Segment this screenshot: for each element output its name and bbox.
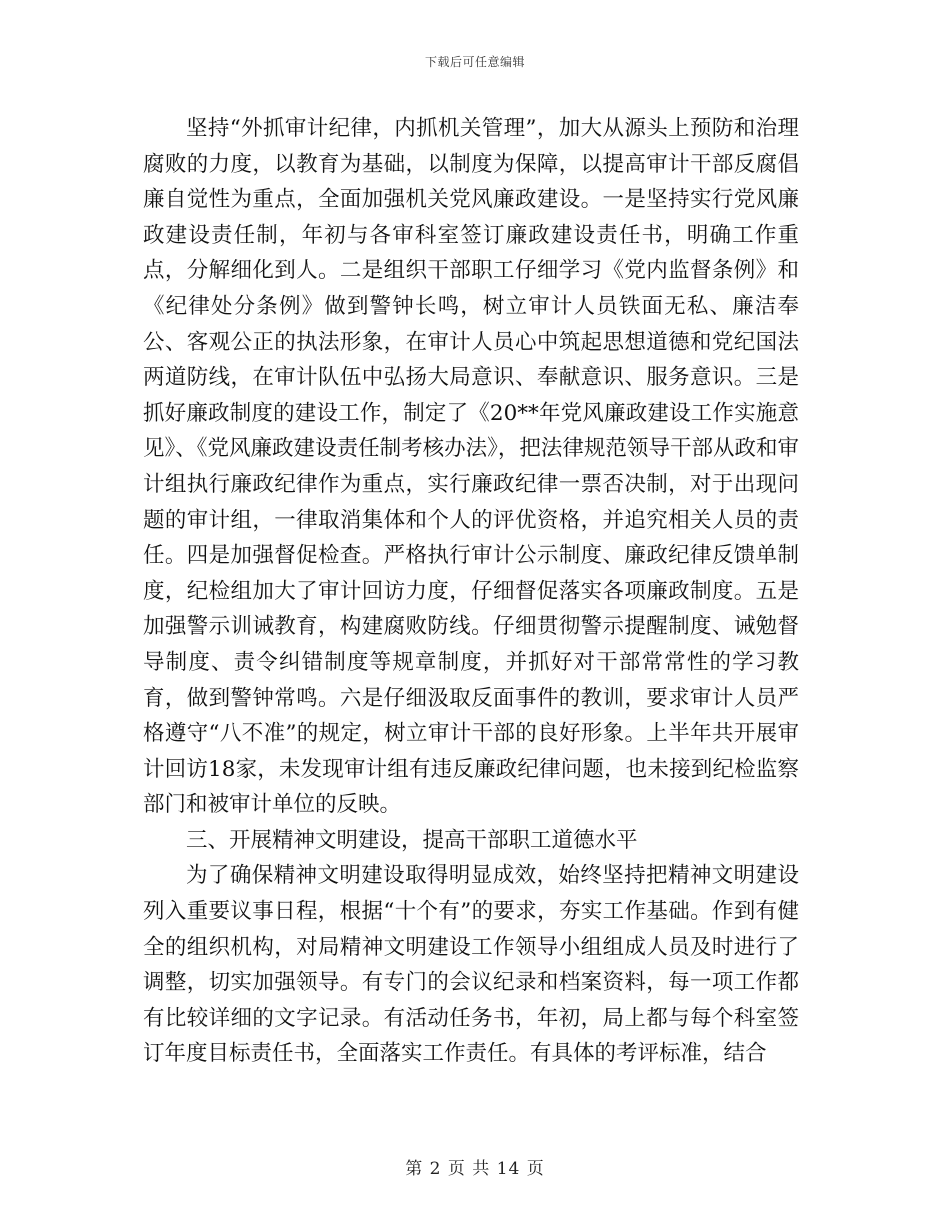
page-header: 下载后可任意编辑 [424, 55, 525, 69]
section-heading: 三、开展精神文明建设，提高干部职工道德水平 [186, 827, 638, 853]
body-paragraph: 为了确保精神文明建设取得明显成效，始终坚持把精神文明建设列入重要议事日程，根据“十个有”的要求，夯实工作基础。作到有健全的组织机构，对局精神文明建设工作领导小组组成人员及时进行了调整，切实加强领导。有专门的会议纪录和档案资料，每一项工作都有比较详细的文字记录。有活动任务书，年初，局上都与每个科室签订年度目标责任书，全面落实工作责任。有具体的考评标准，结合 [143, 863, 799, 1067]
body-paragraph: 坚持“外抓审计纪律，内抓机关管理”，加大从源头上预防和治理腐败的力度，以教育为基础，以制度为保障，以提高审计干部反腐倡廉自觉性为重点，全面加强机关党风廉政建设。一是坚持实行党风廉政建设责任制，年初与各审科室签订廉政建设责任书，明确工作重点，分解细化到人。二是组织干部职工仔细学习《党内监督条例》和《纪律处分条例》做到警钟长鸣，树立审计人员铁面无私、廉洁奉公、客观公正的执法形象，在审计人员心中筑起思想道德和党纪国法两道防线，在审计队伍中弘扬大局意识、奉献意识、服务意识。三是抓好廉政制度的建设工作，制定了《20**年党风廉政建设工作实施意见》、《党风廉政建设责任制考核办法》，把法律规范领导干部从政和审计组执行廉政纪律作为重点，实行廉政纪律一票否决制，对于出现问题的审计组，一律取消集体和个人的评优资格，并追究相关人员的责任。四是加强督促检查。严格执行审计公示制度、廉政纪律反馈单制度，纪检组加大了审计回访力度，仔细督促落实各项廉政制度。五是加强警示训诫教育，构建腐败防线。仔细贯彻警示提醒制度、诫勉督导制度、责令纠错制度等规章制度，并抓好对干部常常性的学习教育，做到警钟常鸣。六是仔细汲取反面事件的教训，要求审计人员严格遵守“八不准”的规定，树立审计干部的良好形象。上半年共开展审计回访18家，未发现审计组有违反廉政纪律问题，也未接到纪检监察部门和被审计单位的反映。 [143, 116, 799, 818]
document-body [143, 111, 799, 1072]
page-number-footer: 第 2 页 共 14 页 [405, 1159, 545, 1179]
